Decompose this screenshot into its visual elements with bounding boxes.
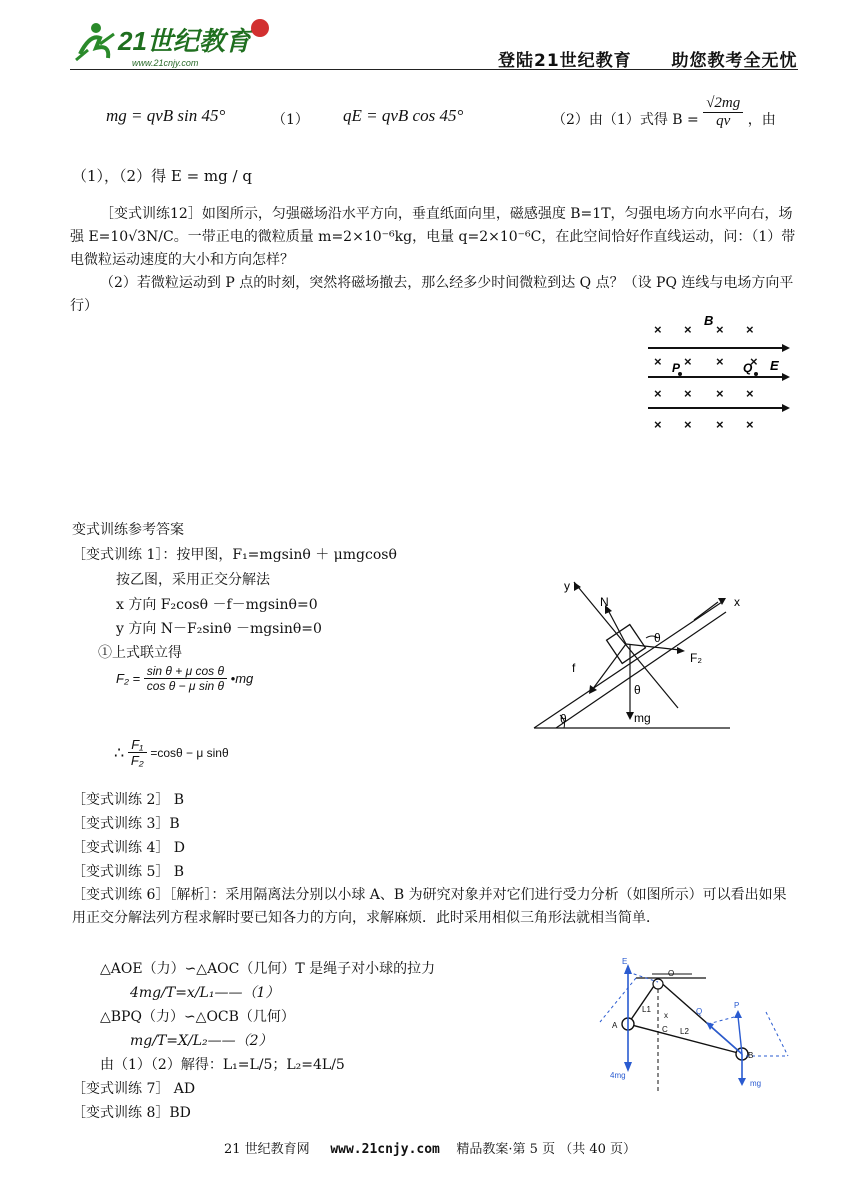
balls-label-e: E xyxy=(622,957,628,966)
incline-label-y: y xyxy=(564,579,570,593)
svg-text:×: × xyxy=(654,386,662,401)
answer-6-line-2: 4mg/T=x/L₁——（1） xyxy=(130,985,280,1001)
b-fraction xyxy=(703,95,743,130)
exercise-12-question-2: （2）若微粒运动到 P 点的时刻，突然将磁场撤去，那么经多少时间微粒到达 Q 点？（设 PQ 连线与电场方向平行） xyxy=(70,275,794,314)
f2-rhs: •mg xyxy=(230,671,254,686)
answer-6-line-3: △BPQ（力）∽△OCB（几何） xyxy=(100,1009,295,1025)
answer-2: ［变式训练 2］ B xyxy=(72,792,185,808)
svg-text:×: × xyxy=(654,322,662,337)
equation-2-label xyxy=(552,94,776,130)
svg-text:×: × xyxy=(716,417,724,432)
field-label-e: E xyxy=(770,358,779,373)
answer-6-analysis: ［变式训练 6］［解析］：采用隔离法分别以小球 A、B 为研究对象并对它们进行受力分析（如图所示）可以看出如果用正交分解法列方程求解时要已知各力的方向，求解麻烦．此时采用相似三角形法就相当简单． xyxy=(72,887,787,926)
slogan-left: 登陆21世纪教育 xyxy=(498,51,632,71)
slogan-right: 助您教考全无忧 xyxy=(671,51,798,71)
field-label-b: B xyxy=(704,313,714,328)
answer-6-line-4: mg/T=X/L₂——（2） xyxy=(130,1033,273,1049)
incline-label-theta-2: θ xyxy=(634,683,641,697)
balls-figure xyxy=(596,952,796,1094)
svg-text:×: × xyxy=(716,322,724,337)
svg-text:×: × xyxy=(746,322,754,337)
incline-label-x: x xyxy=(734,595,740,609)
f2-num: sin θ + μ cos θ xyxy=(144,664,227,679)
svg-text:×: × xyxy=(716,354,724,369)
site-logo xyxy=(70,14,280,70)
f2-fraction xyxy=(144,664,227,693)
balls-label-a: A xyxy=(612,1021,618,1030)
page-footer xyxy=(0,1138,860,1157)
field-label-q: Q xyxy=(743,361,753,375)
svg-text:×: × xyxy=(716,386,724,401)
balls-label-o: O xyxy=(668,969,675,978)
logo-text: 21世纪教育 xyxy=(118,26,251,56)
answers-heading: 变式训练参考答案 xyxy=(72,522,184,538)
balls-label-q: Q xyxy=(696,1007,703,1016)
svg-text:×: × xyxy=(750,354,758,369)
svg-text:×: × xyxy=(684,354,692,369)
header-slogan xyxy=(498,46,798,71)
ratio-therefore: ∴ xyxy=(114,744,125,762)
svg-text:×: × xyxy=(684,322,692,337)
ratio-num: F₁ xyxy=(128,737,147,753)
f2-den: cos θ − μ sin θ xyxy=(146,679,225,693)
svg-text:×: × xyxy=(654,354,662,369)
f2-formula xyxy=(116,664,253,693)
equation-1-label: （1） xyxy=(272,112,309,128)
equation-3: （1），（2）得 E = mg / q xyxy=(72,167,252,185)
answer-6-line-1: △AOE（力）∽△AOC（几何）T 是绳子对小球的拉力 xyxy=(100,961,436,977)
answer-1-line-4: y 方向 N－F₂sinθ －mgsinθ=0 xyxy=(116,621,322,637)
svg-text:×: × xyxy=(746,386,754,401)
answer-4: ［变式训练 4］ D xyxy=(72,840,186,856)
footer-page-info: 精品教案·第 5 页 （共 40 页） xyxy=(456,1142,637,1157)
answer-1-line-3: x 方向 F₂cosθ －f－mgsinθ=0 xyxy=(116,597,318,613)
incline-label-theta-3: θ xyxy=(560,712,567,726)
incline-label-n: N xyxy=(600,595,609,609)
incline-label-f: f xyxy=(572,661,576,675)
b-frac-den: qv xyxy=(716,112,731,129)
svg-text:×: × xyxy=(684,417,692,432)
exercise-12-text: ［变式训练12］如图所示，匀强磁场沿水平方向，垂直纸面向里，磁感强度 B=1T，匀强电场方向水平向右，场强 E=10√3N/C。一带正电的微粒质量 m=2×10⁻⁶kg，电量 q=2×10⁻⁶C，在此空间恰好作直线运动，问：（1）带电微粒运动速度的大小和方向怎样？ xyxy=(70,206,796,268)
field-figure xyxy=(640,312,800,436)
footer-url[interactable]: www.21cnjy.com xyxy=(330,1142,440,1157)
incline-label-theta-1: θ xyxy=(654,631,661,645)
balls-label-4mg: 4mg xyxy=(610,1071,626,1080)
balls-label-l2: L2 xyxy=(680,1027,689,1036)
incline-label-f2: F₂ xyxy=(690,651,702,665)
f2-lhs: F₂ = xyxy=(116,671,141,686)
eq2-pre: （2）由（1）式得 B = xyxy=(552,112,699,128)
balls-label-mg: mg xyxy=(750,1079,762,1088)
svg-text:×: × xyxy=(746,417,754,432)
answer-8: ［变式训练 8］BD xyxy=(72,1105,191,1121)
svg-text:×: × xyxy=(684,386,692,401)
incline-label-mg: mg xyxy=(634,711,651,725)
ratio-den: F₂ xyxy=(130,753,144,768)
logo-url: www.21cnjy.com xyxy=(132,58,199,68)
answer-1-line-1: ［变式训练 1］：按甲图，F₁=mgsinθ ＋ μmgcosθ xyxy=(72,547,397,563)
balls-label-x: x xyxy=(664,1011,668,1020)
answer-1-line-5: ①上式联立得 xyxy=(98,645,182,661)
balls-label-c: C xyxy=(662,1025,668,1034)
balls-label-b: B xyxy=(748,1051,754,1060)
balls-label-l1: L1 xyxy=(642,1005,651,1014)
answer-1-line-2: 按乙图，采用正交分解法 xyxy=(116,572,270,588)
answer-6-line-5: 由（1）（2）解得：L₁=L/5；L₂=4L/5 xyxy=(100,1057,345,1073)
eq2-post: ，由 xyxy=(747,112,776,128)
answer-5: ［变式训练 5］ B xyxy=(72,864,185,880)
footer-site: 21 世纪教育网 xyxy=(223,1142,310,1157)
ratio-formula xyxy=(114,737,229,768)
svg-text:×: × xyxy=(654,417,662,432)
field-label-p: P xyxy=(672,361,681,375)
equation-2: qE = qvB cos 45° xyxy=(343,106,464,125)
ratio-rhs: =cosθ − μ sinθ xyxy=(150,745,229,760)
incline-figure xyxy=(530,572,755,734)
answer-3: ［变式训练 3］B xyxy=(72,816,180,832)
header-rule xyxy=(70,69,798,70)
equation-1: mg = qvB sin 45° xyxy=(106,106,226,125)
b-frac-num: √2mg xyxy=(703,95,743,113)
ratio-fraction xyxy=(128,737,147,768)
balls-label-p: P xyxy=(734,1001,740,1010)
answer-7: ［变式训练 7］ AD xyxy=(72,1081,196,1097)
